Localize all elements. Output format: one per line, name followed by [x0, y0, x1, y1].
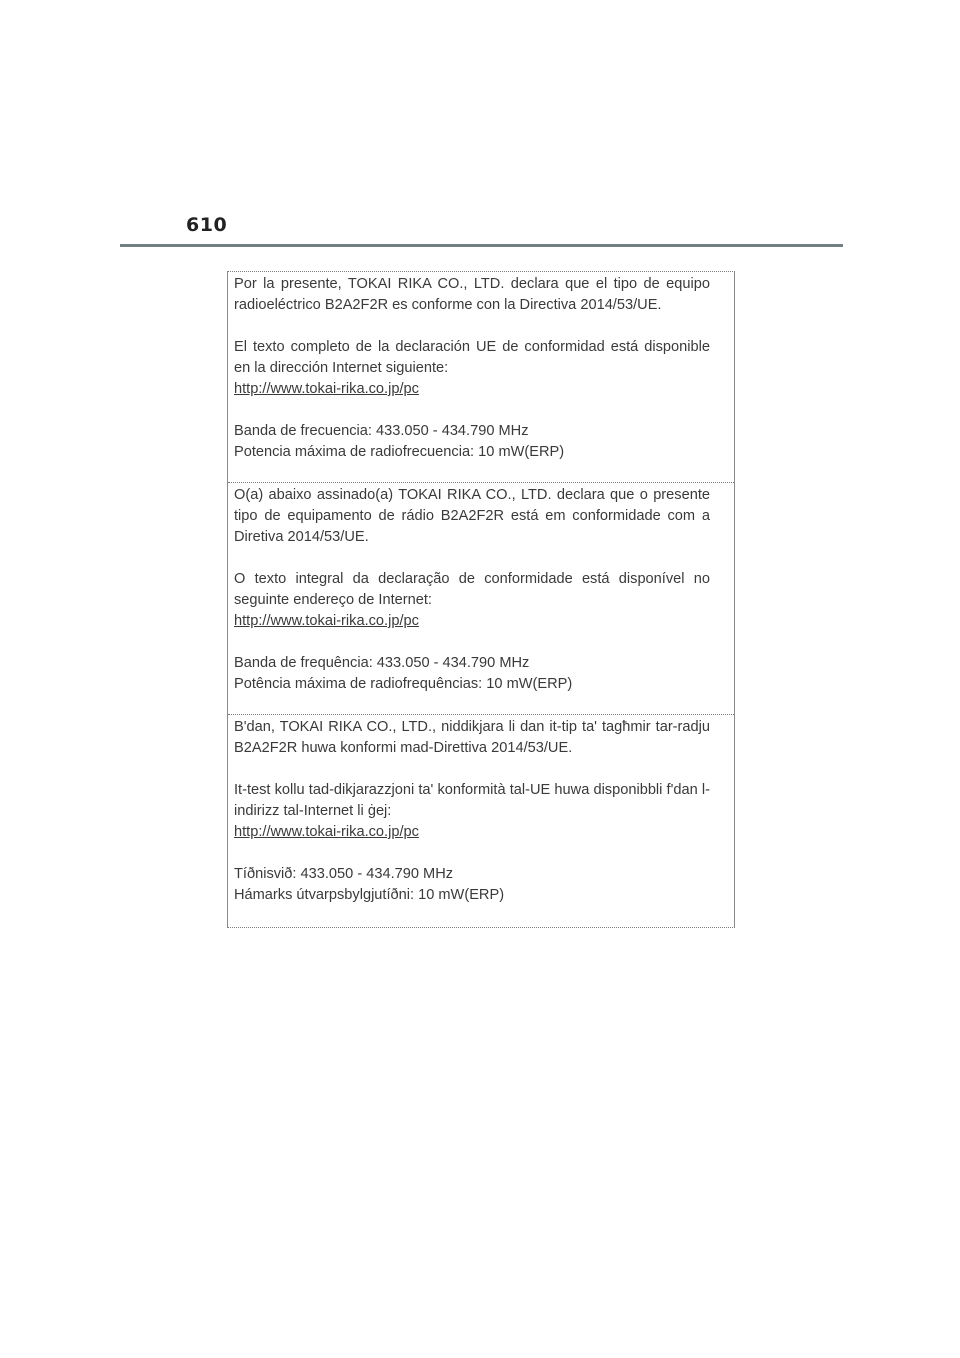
declaration-statement: Por la presente, TOKAI RIKA CO., LTD. declara que el tipo de equipo radioeléctrico B2A2F2R es conforme con la Directiva 2014/53/UE. — [234, 276, 710, 313]
page-number: 610 — [186, 214, 228, 236]
declaration-availability: O texto integral da declaração de conformidade está disponível no seguinte endereço de Internet: — [234, 571, 710, 608]
declaration-availability-group — [234, 780, 710, 843]
declaration-statement: O(a) abaixo assinado(a) TOKAI RIKA CO., LTD. declara que o presente tipo de equipamento de rádio B2A2F2R está em conformidade com a Diretiva 2014/53/UE. — [234, 487, 710, 545]
declaration-portuguese — [228, 483, 734, 715]
declaration-availability: El texto completo de la declaración UE de conformidad está disponible en la dirección Internet siguiente: — [234, 339, 710, 376]
declaration-specs — [234, 653, 710, 695]
declaration-frequency: Tíðnisvið: 433.050 - 434.790 MHz — [234, 866, 454, 882]
declaration-availability: It-test kollu tad-dikjarazzjoni ta' konformità tal-UE huwa disponibbli f'dan l-indirizz tal-Internet li ġej: — [234, 782, 710, 819]
declaration-maltese — [228, 715, 734, 927]
declaration-specs — [234, 421, 710, 463]
declaration-frequency: Banda de frecuencia: 433.050 - 434.790 MHz — [234, 423, 529, 439]
declaration-frequency: Banda de frequência: 433.050 - 434.790 MHz — [234, 655, 530, 671]
declaration-statement: B'dan, TOKAI RIKA CO., LTD., niddikjara li dan it-tip ta' tagħmir tar-radju B2A2F2R huwa konformi mad-Direttiva 2014/53/UE. — [234, 719, 710, 756]
declaration-url-link[interactable]: http://www.tokai-rika.co.jp/pc — [234, 824, 419, 840]
declaration-spanish — [228, 272, 734, 483]
declarations-table — [227, 271, 735, 928]
declaration-availability-group — [234, 337, 710, 400]
declaration-power: Hámarks útvarpsbylgjutíðni: 10 mW(ERP) — [234, 887, 505, 903]
declaration-availability-group — [234, 569, 710, 632]
declaration-specs — [234, 864, 710, 906]
declaration-power: Potencia máxima de radiofrecuencia: 10 mW(ERP) — [234, 444, 565, 460]
header-rule — [120, 244, 843, 247]
declaration-url-link[interactable]: http://www.tokai-rika.co.jp/pc — [234, 381, 419, 397]
declaration-power: Potência máxima de radiofrequências: 10 mW(ERP) — [234, 676, 573, 692]
declaration-url-link[interactable]: http://www.tokai-rika.co.jp/pc — [234, 613, 419, 629]
